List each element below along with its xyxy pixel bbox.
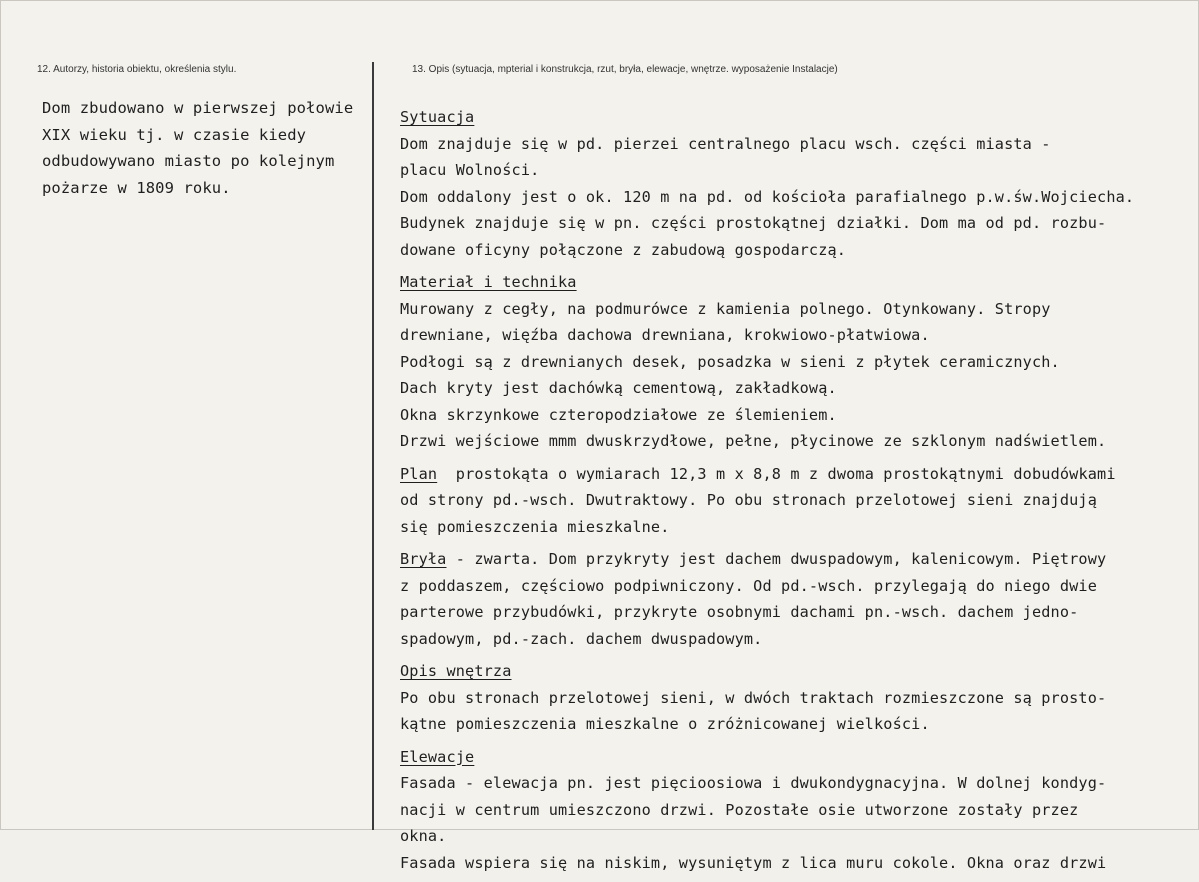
text-line: się pomieszczenia mieszkalne. [400,517,670,536]
history-text [42,95,367,201]
text-line: dowane oficyny połączone z zabudową gospodarczą. [400,240,847,259]
field-13-header: 13. Opis (sytuacja, mpterial i konstrukcja, rzut, bryła, elewacje, wnętrze. wyposażenie Instalacje) [412,64,838,75]
section-sytuacja [400,104,1190,263]
text-line: z poddaszem, częściowo podpiwniczony. Od pd.-wsch. przylegają do niego dwie [400,576,1098,595]
text-line: okna. [400,827,447,845]
text-line: kątne pomieszczenia mieszkalne o zróżnicowanej wielkości. [400,715,930,733]
text-line: Budynek znajduje się w pn. części prostokątnej działki. Dom ma od pd. rozbu- [400,214,1107,232]
column-divider [372,62,374,830]
text-line: Fasada wspiera się na niskim, wysuniętym z lica muru cokole. Okna oraz drzwi [400,853,1107,872]
section-heading: Sytuacja [400,108,475,126]
text-line: Drzwi wejściowe mmm dwuskrzydłowe, pełne, płycinowe ze szklonym nadświetlem. [400,432,1107,450]
section-plan [400,461,1190,541]
section-elewacje [400,744,1190,877]
section-heading: Plan [400,464,438,483]
section-wnetrze [400,658,1190,738]
text-line: nacji w centrum umieszczono drzwi. Pozostałe osie utworzone zostały przez [400,800,1079,819]
text-line: Po obu stronach przelotowej sieni, w dwóch traktach rozmieszczone są prosto- [400,688,1107,707]
section-heading: Opis wnętrza [400,662,512,680]
text-line: XIX wieku tj. w czasie kiedy [42,125,307,144]
section-material [400,269,1190,455]
field-12-header: 12. Autorzy, historia obiektu, określenia stylu. [37,64,237,75]
text-line: Okna skrzynkowe czteropodziałowe ze ślemieniem. [400,405,837,424]
section-bryla [400,546,1190,652]
text-line: Murowany z cegły, na podmurówce z kamienia polnego. Otynkowany. Stropy [400,299,1051,318]
text-line: od strony pd.-wsch. Dwutraktowy. Po obu stronach przelotowej sieni znajdują [400,491,1098,509]
text-line: pożarze w 1809 roku. [42,178,231,197]
section-heading: Elewacje [400,747,475,766]
section-heading: Materiał i technika [400,273,577,291]
text-line: prostokąta o wymiarach 12,3 m x 8,8 m z dwoma prostokątnymi dobudówkami [437,464,1116,483]
text-line: Podłogi są z drewnianych desek, posadzka w sieni z płytek ceramicznych. [400,352,1060,371]
description-text [400,104,1190,882]
section-heading: Bryła [400,550,447,568]
text-line: Fasada - elewacja pn. jest pięcioosiowa i dwukondygnacyjna. W dolnej kondyg- [400,774,1107,792]
text-line: - zwarta. Dom przykryty jest dachem dwuspadowym, kalenicowym. Piętrowy [446,550,1107,568]
text-line: Dom znajduje się w pd. pierzei centralnego placu wsch. części miasta - [400,134,1051,153]
text-line: odbudowywano miasto po kolejnym [42,152,335,170]
text-line: drewniane, więźba dachowa drewniana, krokwiowo-płatwiowa. [400,326,930,344]
text-line: parterowe przybudówki, przykryte osobnymi dachami pn.-wsch. dachem jedno- [400,603,1079,621]
text-line: placu Wolności. [400,161,540,179]
text-line: spadowym, pd.-zach. dachem dwuspadowym. [400,629,763,648]
text-line: Dom zbudowano w pierwszej połowie [42,99,354,117]
text-line: Dom oddalony jest o ok. 120 m na pd. od kościoła parafialnego p.w.św.Wojciecha. [400,187,1135,206]
text-line: Dach kryty jest dachówką cementową, zakładkową. [400,379,837,397]
